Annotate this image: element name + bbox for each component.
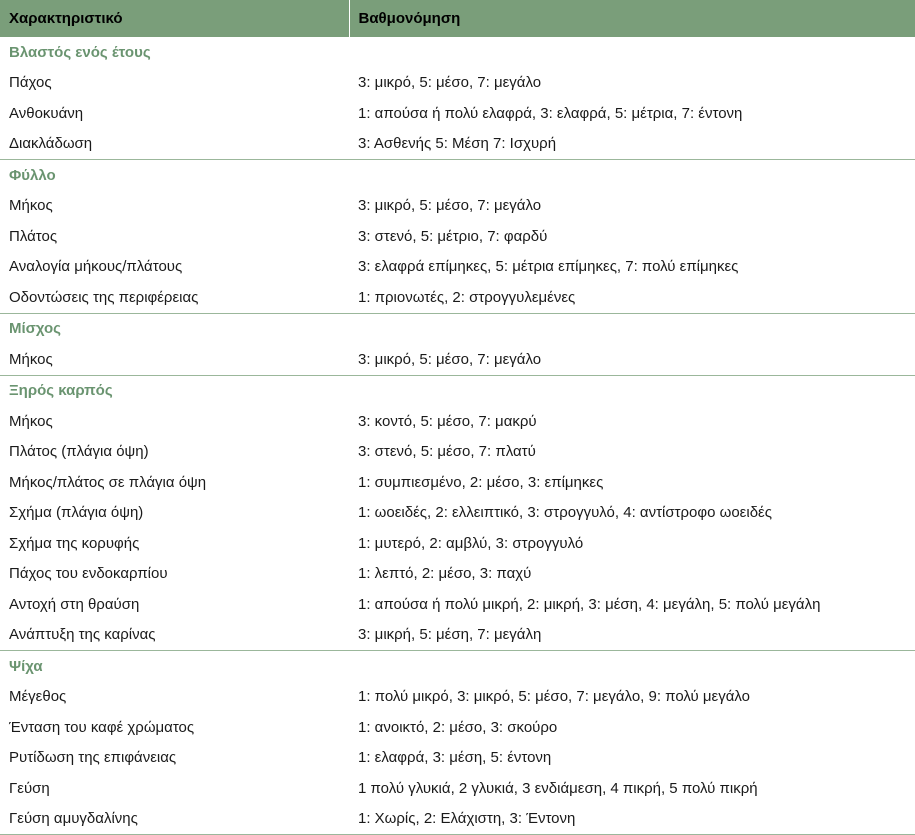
table-row — [0, 344, 915, 375]
scale-cell: 1: συμπιεσμένο, 2: μέσο, 3: επίμηκες — [358, 473, 604, 491]
trait-cell: Πάχος του ενδοκαρπίου — [9, 565, 168, 583]
table-row — [0, 773, 915, 804]
scale-cell: 1: ελαφρά, 3: μέση, 5: έντονη — [358, 749, 552, 767]
trait-cell: Μήκος/πλάτος σε πλάγια όψη — [9, 473, 207, 491]
scale-cell: 1: μυτερό, 2: αμβλύ, 3: στρογγυλό — [358, 534, 584, 552]
table-row — [0, 528, 915, 559]
trait-cell: Πάχος — [9, 74, 52, 92]
scale-cell: 3: στενό, 5: μέτριο, 7: φαρδύ — [358, 227, 548, 245]
trait-cell: Ανθοκυάνη — [9, 104, 84, 122]
trait-cell: Σχήμα (πλάγια όψη) — [9, 504, 144, 522]
trait-cell: Γεύση — [9, 779, 50, 797]
trait-cell: Γεύση αμυγδαλίνης — [0, 804, 349, 835]
section-title: Φύλλο — [0, 160, 915, 191]
trait-cell: Αναλογία μήκους/πλάτους — [9, 258, 183, 276]
trait-cell: Διακλάδωση — [9, 135, 93, 153]
scale-cell: 3: στενό, 5: μέσο, 7: πλατύ — [358, 443, 536, 461]
scale-cell: 3: ελαφρά επίμηκες, 5: μέτρια επίμηκες, 7: πολύ επίμηκες — [358, 258, 739, 276]
section-title: Μίσχος — [0, 313, 915, 344]
table-row — [0, 406, 915, 437]
table-row — [0, 68, 915, 99]
scale-cell: 1: ανοικτό, 2: μέσο, 3: σκούρο — [358, 718, 558, 736]
trait-cell: Μήκος — [9, 197, 53, 215]
scale-cell: 1: πριονωτές, 2: στρογγυλεμένες — [358, 288, 576, 306]
scale-cell: 1 πολύ γλυκιά, 2 γλυκιά, 3 ενδιάμεση, 4 πικρή, 5 πολύ πικρή — [358, 779, 758, 797]
trait-cell: Μήκος — [9, 412, 53, 430]
scale-cell: 1: πολύ μικρό, 3: μικρό, 5: μέσο, 7: μεγάλο, 9: πολύ μεγάλο — [358, 688, 750, 706]
table-row — [0, 620, 915, 651]
table-row — [0, 437, 915, 468]
table-row — [0, 191, 915, 222]
table-row — [0, 498, 915, 529]
table-row — [0, 712, 915, 743]
table-row — [0, 129, 915, 160]
header-trait: Χαρακτηριστικό — [0, 0, 349, 37]
table-row — [0, 252, 915, 283]
scale-cell: 3: μικρή, 5: μέση, 7: μεγάλη — [358, 626, 542, 644]
scale-cell: 3: κοντό, 5: μέσο, 7: μακρύ — [358, 412, 537, 430]
table-row — [0, 221, 915, 252]
trait-cell: Ανάπτυξη της καρίνας — [9, 626, 156, 644]
table-row — [0, 743, 915, 774]
section-row — [0, 375, 915, 406]
table-row — [0, 467, 915, 498]
section-title: Ψίχα — [0, 651, 915, 682]
section-row — [0, 160, 915, 191]
trait-cell: Οδοντώσεις της περιφέρειας — [9, 288, 199, 306]
trait-cell: Ρυτίδωση της επιφάνειας — [9, 749, 177, 767]
trait-cell: Μήκος — [9, 350, 53, 368]
scale-cell: 1: λεπτό, 2: μέσο, 3: παχύ — [358, 565, 532, 583]
trait-cell: Ένταση του καφέ χρώματος — [9, 718, 195, 736]
scale-cell: 3: Ασθενής 5: Μέση 7: Ισχυρή — [358, 135, 557, 153]
scale-cell: 1: απούσα ή πολύ ελαφρά, 3: ελαφρά, 5: μέτρια, 7: έντονη — [358, 104, 743, 122]
table-row — [0, 589, 915, 620]
scale-cell: 1: ωοειδές, 2: ελλειπτικό, 3: στρογγυλό, 4: αντίστροφο ωοειδές — [358, 504, 772, 522]
section-row — [0, 651, 915, 682]
section-row — [0, 37, 915, 68]
scale-cell: 3: μικρό, 5: μέσο, 7: μεγάλο — [358, 74, 542, 92]
trait-cell: Μέγεθος — [9, 688, 67, 706]
table-body — [0, 37, 915, 835]
scale-cell: 1: Χωρίς, 2: Ελάχιστη, 3: Έντονη — [349, 804, 915, 835]
trait-cell: Πλάτος — [9, 227, 58, 245]
table-row — [0, 559, 915, 590]
section-row — [0, 313, 915, 344]
section-title: Βλαστός ενός έτους — [9, 43, 151, 61]
section-title: Ξηρός καρπός — [0, 375, 915, 406]
trait-cell: Αντοχή στη θραύση — [9, 595, 140, 613]
scale-cell: 3: μικρό, 5: μέσο, 7: μεγάλο — [358, 350, 542, 368]
header-scale: Βαθμονόμηση — [349, 0, 915, 37]
trait-cell: Πλάτος (πλάγια όψη) — [9, 443, 149, 461]
scale-cell: 1: απούσα ή πολύ μικρή, 2: μικρή, 3: μέση, 4: μεγάλη, 5: πολύ μεγάλη — [358, 595, 821, 613]
table-row — [0, 98, 915, 129]
table-row — [0, 682, 915, 713]
table-header-row — [0, 0, 915, 37]
trait-cell: Σχήμα της κορυφής — [9, 534, 140, 552]
table-row — [0, 282, 915, 313]
scale-cell: 3: μικρό, 5: μέσο, 7: μεγάλο — [358, 197, 542, 215]
table-row — [0, 804, 915, 835]
